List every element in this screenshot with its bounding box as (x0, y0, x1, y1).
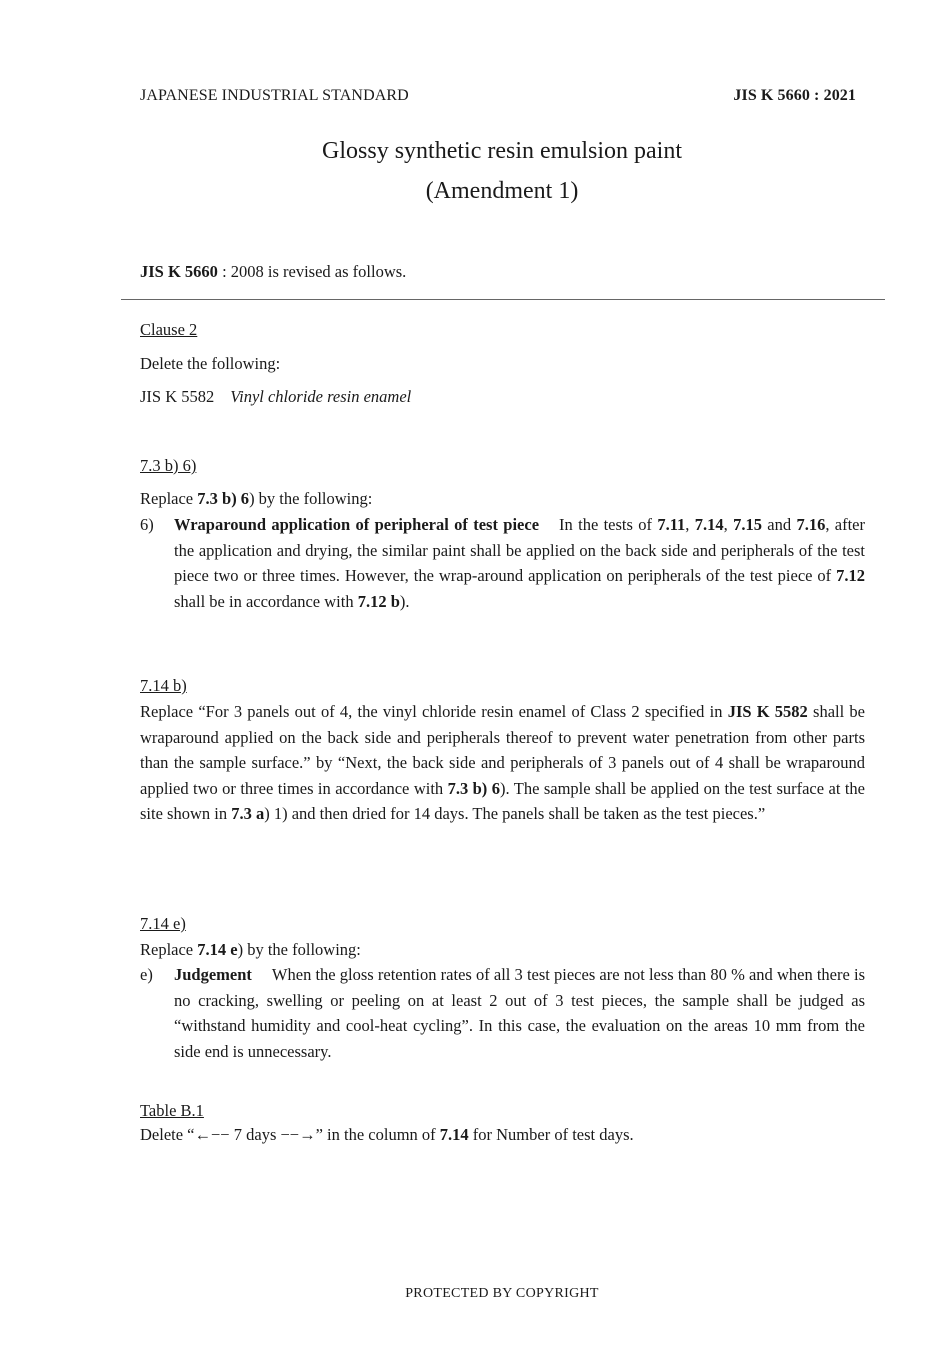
reference-code: JIS K 5582 (140, 387, 215, 406)
intro-text-end: ) by the following: (237, 940, 361, 959)
item-body (174, 962, 865, 1064)
section-7-3-b-6-item (140, 512, 865, 614)
intro-text-end: ) by the following: (249, 489, 373, 508)
section-7-3-b-6-intro (140, 486, 865, 512)
item-body: Wraparound application of peripheral of test piece In the tests of 7.11, 7.14, 7.15 and 7.16, after the application and drying, the similar paint shall be applied on the back side and peripherals of the test piece two or three times. However, the wrap-around application on peripherals of the test piece of 7.12 shall be in accordance with 7.12 b). (174, 515, 865, 611)
revision-statement (140, 259, 865, 285)
intro-ref: 7.14 e (197, 940, 238, 959)
item-marker: 6) (140, 515, 154, 534)
revision-ref: JIS K 5660 (140, 262, 218, 281)
section-7-14-e-intro (140, 937, 865, 963)
item-title: Judgement (174, 965, 252, 984)
section-7-14-b-heading: 7.14 b) (140, 676, 187, 695)
intro-ref: 7.3 b) 6 (197, 489, 250, 508)
document-subtitle: (Amendment 1) (425, 178, 579, 204)
section-7-14-b-body: Replace “For 3 panels out of 4, the vinyl chloride resin enamel of Class 2 specified in JIS K 5582 shall be wraparound applied on the back side and peripherals thereof to prevent water penetration from other parts than the sample surface.” by “Next, the back side and peripherals of 3 panels out of 4 shall be wraparound applied two or three times in accordance with 7.3 b) 6). The sample shall be applied on the test surface at the site shown in 7.3 a) 1) and then dried for 14 days. The panels shall be taken as the test pieces.” (140, 702, 865, 823)
table-b1-body: Delete “←−− 7 days −−→” in the column of 7.14 for Number of test days. (140, 1125, 634, 1144)
clause-2-intro: Delete the following: (140, 354, 281, 373)
section-7-14-e-item (140, 962, 865, 1064)
document-title: Glossy synthetic resin emulsion paint (322, 138, 682, 164)
intro-text: Replace (140, 940, 198, 959)
item-marker: e) (140, 965, 153, 984)
clause-2-heading: Clause 2 (140, 320, 198, 339)
intro-text: Replace (140, 489, 198, 508)
item-title: Wraparound application of peripheral of test piece (174, 515, 540, 534)
section-divider (121, 299, 885, 300)
header-standard-number: JIS K 5660 : 2021 (733, 87, 856, 104)
table-b1-heading: Table B.1 (140, 1101, 204, 1120)
clause-2-reference (140, 384, 865, 410)
copyright-footer: PROTECTED BY COPYRIGHT (405, 1286, 599, 1301)
reference-title: Vinyl chloride resin enamel (230, 387, 412, 406)
header-standard-label: JAPANESE INDUSTRIAL STANDARD (140, 87, 409, 104)
revision-text: : 2008 is revised as follows. (217, 262, 407, 281)
section-7-14-e-heading: 7.14 e) (140, 914, 186, 933)
section-7-3-b-6-heading: 7.3 b) 6) (140, 456, 197, 475)
item-text: When the gloss retention rates of all 3 test pieces are not less than 80 % and when there is no cracking, swelling or peeling on at least 2 out of 3 test pieces, the sample shall be judged as “withstand humidity and cool-heat cycling”. In this case, the evaluation on the areas 10 mm from the side end is unnecessary. (174, 965, 865, 1061)
